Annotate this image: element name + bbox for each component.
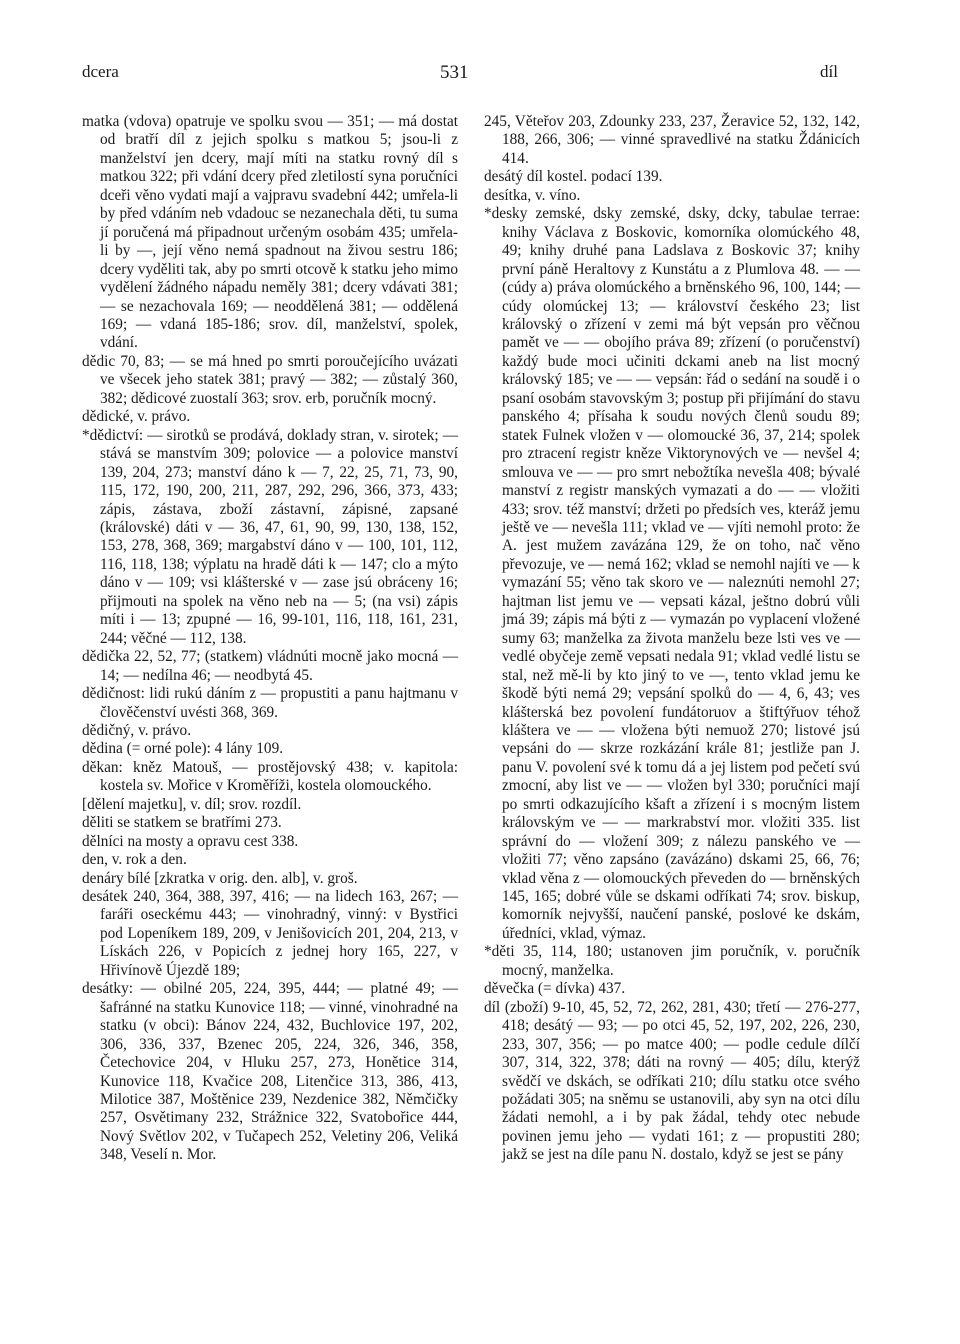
entry-desaty-dil: desátý díl kostel. podací 139.: [484, 168, 663, 186]
entry-desky-zemske: *desky zemské, dsky zemské, dsky, dcky, tabulae terrae: knihy Václava z Boskovic, komorníka olomúckého 48, 49; knihy druhé pana Ladslava z Boskovic 37; knihy první páně Heraltovy z Kunstátu a z Plumlova 48. — — (cúdy a) práva olomúckého a brněnského 96, 100, 144; — cúdy olomúckej 13; — království českého 23; list královský o zřízení v zemi má být vepsán pro věčnou pamět ve — — obojího práva 89; zřízení (o poručenství) každý bude moci učiniti dckami aneb na list mocný královský 185; ve — — vepsán: řád o sedání na soudě i o psaní osobám stavovským 3; postup při přijímání do stavu panského 4; přísaha k soudu nových členů soudu 89; statek Fulnek vložen v — olomoucké 36, 37, 214; spolek pro ztracení registr kněze Viktorynových ve — nevšel 4; smlouva ve — — pro smrt nebožtíka nevešla 408; bývalé manství z registr manských vymazati a do — — vložiti 433; srov. též manství; držeti po předsích ves, kteráž jemu ještě ve — nevešla 111; vklad ve — vjíti nemohl proto: že A. jest mužem zavázána 129, že on toho, nač věno převozuje, ve — nemá 162; vklad se nemohl najíti ve — k vymazání 55; věno tak skoro ve — naleznúti nemohl 27; hajtman list jemu ve — vepsati kázal, ještno dobrú vůli jmá 39; zápis má býti z — vymazán po vyplacení vložené sumy 63; manželka za života manželu beze lsti ves ve — vedlé obyčeje země vepsati nedala 91; vklad vedlé listu se stal, než mě-li by kto jiný to ve —, tento vklad jemu ke škodě býti nemá 29; vepsání spolků do — 4, 6, 43; ves klášterská bez povolení fundátoruov a štiftýřuov téhož kláštera ve — — vložena býti nemuož 270; listové jsú vepsáni do — skrze rozkázání krále 81; jestliže pan J. panu V. povolení své k tomu dá a jej listem pod pečetí svú zmocní, aby list ve — — vložen byl 330; poručníci mají po smrti odkazujícího kšaft a zřízení i s mocným listem královským ve — — markrabství mor. vložiti 335. list správní do — vložení 309; z nálezu panského ve — vložiti 77; věno zapsáno (zavázáno) dskami 25, 66, 76; vklad věna z — olomouckých převeden do — brněnských 145, 165; dobré vůle se dskami odříkati 74; srov. biskup, komorník nejvyšší, naučení panské, poslové ke dskám, úředníci, vklad, výmaz.: [484, 205, 860, 942]
page-number: 531: [440, 62, 469, 83]
entry-dedicnost: dědičnost: lidi rukú dáním z — propustiti a panu hajtmanu v člověčenství uvésti 368, 369.: [82, 685, 458, 721]
entry-denary: denáry bílé [zkratka v orig. den. alb], v. groš.: [82, 869, 358, 887]
entry-delnici: dělníci na mosty a opravu cest 338.: [82, 832, 299, 850]
entry-dedina: dědina (= orné pole): 4 lány 109.: [82, 740, 284, 758]
entry-dedicny: dědičný, v. právo.: [82, 721, 192, 739]
header-right-keyword: díl: [820, 62, 838, 81]
entry-desatky-continued: 245, Věteřov 203, Zdounky 233, 237, Žeravice 52, 132, 142, 188, 266, 306; — vinné spravedlivé na statku Ždánicích 414.: [484, 113, 860, 167]
entry-deliti-se: děliti se statkem se bratřími 273.: [82, 814, 282, 832]
entry-dil: díl (zboží) 9-10, 45, 52, 72, 262, 281, 430; třetí — 276-277, 418; desátý — 93; — po otci 45, 52, 197, 202, 226, 230, 233, 307, 356; — po matce 400; — podle cedule dílčí 307, 314, 322, 378; dáti na rovný — 405; dílu, kterýž svědčí ve dskách, se odříkati 210; dílu statku otce svého požádati 305; na sněmu se ustanovili, aby syn na otci dílu žádati nemohl, a i by pak žádal, tehdy otec nebude povinen jemu jeho — vydati 161; z — propustiti 280; jakž se jest na díle panu N. dostalo, když se jest se pány: [484, 998, 860, 1164]
entry-dedicke: dědické, v. právo.: [82, 408, 191, 426]
entry-devecka: děvečka (= dívka) 437.: [484, 980, 626, 998]
entry-dedic: dědic 70, 83; — se má hned po smrti poroučejícího uvázati ve všecek jeho statek 381; pravý — 382; — zůstalý 360, 382; dědicové zuostalí 363; srov. erb, poručník mocný.: [82, 352, 458, 407]
entry-deleni-majetku: [dělení majetku], v. díl; srov. rozdíl.: [82, 795, 302, 813]
entry-den: den, v. rok a den.: [82, 851, 187, 869]
entry-desitka: desítka, v. víno.: [484, 186, 581, 204]
entry-deti: *děti 35, 114, 180; ustanoven jim poručník, v. poručník mocný, manželka.: [484, 943, 860, 979]
entry-matka: matka (vdova) opatruje ve spolku svou — 351; — má dostat od bratří díl z jejich spolku s matkou 5; jsou-li z manželství jen dcery, mají míti na statku rovný díl s matkou 322; při vdání dcery před zletilostí syna poručníci dceři věno vydati mají a vajpravu svadební 442; umřela-li by před vdáním neb vdadouc se nezanechala děti, tu suma jí poručená má připadnout určeným osobám 435; umřela-li by —, její věno nemá spadnout na živou sestru 186; dcery vyděliti tak, aby po smrti otcově k statku jeho mimo vydělení žádného nápadu neměly 381; dcery vdávati 381; — se nezachovala 169; — neoddělená 381; — oddělená 169; — vdaná 185-186; srov. díl, manželství, spolek, vdání.: [82, 113, 458, 352]
entry-dekan: děkan: kněz Matouš, — prostějovský 438; v. kapitola: kostela sv. Mořice v Kroměříži, kostela olomouckého.: [82, 758, 458, 795]
entry-dedictvi: *dědictví: — sirotků se prodává, doklady stran, v. sirotek; — stává se manstvím 309; polovice — a polovice manství 139, 204, 273; manství dáno k — 7, 22, 25, 71, 73, 90, 115, 172, 190, 200, 211, 287, 292, 296, 366, 373, 433; zápis, zástava, zboží zástavní, zápisné, zapsané (královské) dáti v — 36, 47, 61, 90, 99, 130, 138, 152, 153, 278, 368, 369; margabství dáno v — 100, 101, 112, 116, 118, 138; výplatu na hradě dáti k — 147; clo a mýto dáno v — 109; vsi klášterské v — zase jsú obráceny 16; přijmouti na spolek na věno neb na — 5; (na vsi) zápis míti i — 13; zpupné — 16, 99-101, 116, 118, 161, 231, 244; věčné — 112, 138.: [82, 426, 458, 647]
header-left-keyword: dcera: [82, 62, 119, 81]
entry-desatky: desátky: — obilné 205, 224, 395, 444; — platné 49; — šafránné na statku Kunovice 118; — vinné, vinohradné na statku (v obci): Bánov 224, 432, Buchlovice 197, 202, 306, 336, 337, Bzenec 205, 224, 326, 346, 358, Četechovice 204, v Hluku 257, 273, Honětice 314, Kunovice 118, Kvačice 208, Litenčice 313, 386, 413, Milotice 387, Moštěnice 239, Nezdenice 382, Němčičky 257, Osvětimany 232, Strážnice 322, Svatobořice 444, Nový Světlov 202, v Tučapech 252, Veletiny 206, Veliká 348, Veselí n. Mor.: [82, 980, 458, 1164]
entry-desatek: desátek 240, 364, 388, 397, 416; — na lidech 163, 267; — faráři oseckému 443; — vinohradný, vinný: v Bystřici pod Lopeníkem 189, 209, v Jenišovicích 201, 204, 213, v Lískách 226, v Popicích z jednej hory 165, 227, v Hřivínově Újezdě 189;: [82, 888, 458, 979]
left-column: [82, 113, 458, 1165]
right-column: [484, 113, 860, 1165]
entry-dedicka: dědička 22, 52, 77; (statkem) vládnúti mocně jako mocná — 14; — nedílna 46; — neodbytá 45.: [82, 648, 458, 684]
